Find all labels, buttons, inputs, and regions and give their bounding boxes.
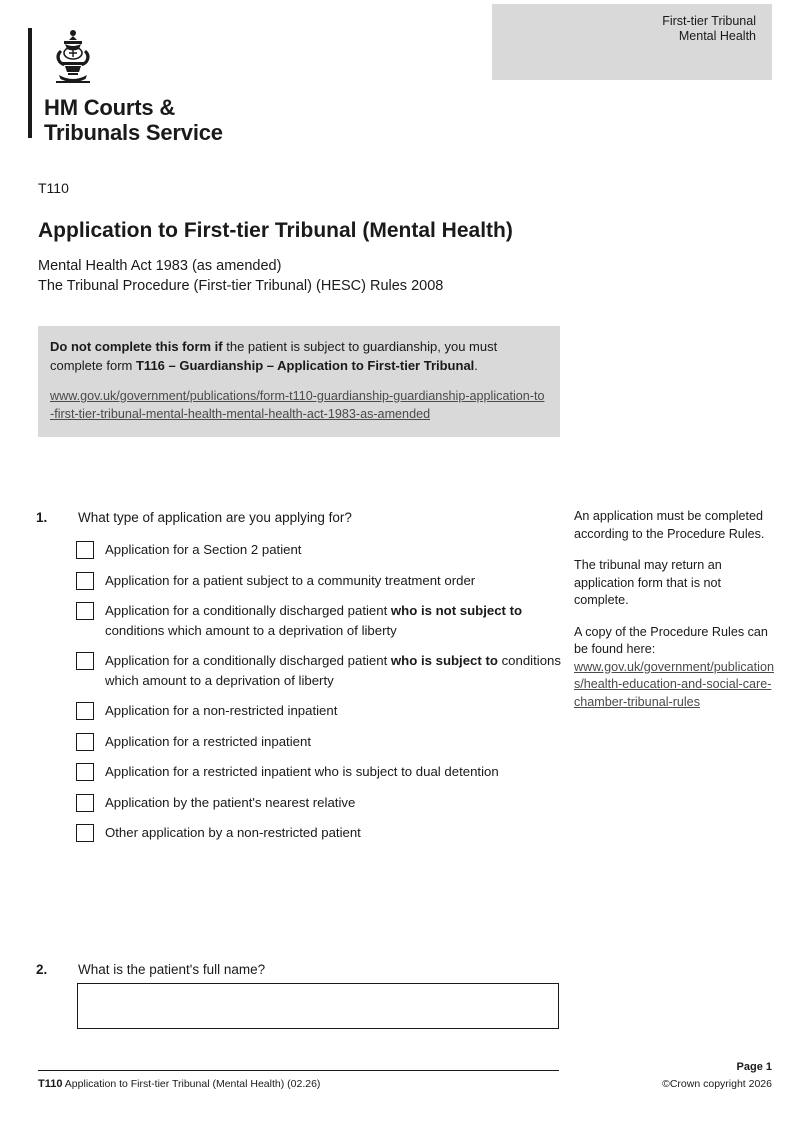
option-conditionally-discharged-subject[interactable] (76, 651, 576, 690)
logo-text-line2: Tribunals Service (44, 120, 223, 145)
option-label (105, 651, 575, 690)
logo-vertical-rule (28, 28, 32, 138)
form-code: T110 (38, 180, 69, 196)
option-label: Other application by a non-restricted patient (105, 825, 361, 840)
option-label-pre: Application for a conditionally discharged patient (105, 603, 391, 618)
option-section-2-patient[interactable] (76, 540, 576, 560)
royal-crest-icon (46, 28, 100, 84)
checkbox-other-non-restricted[interactable] (76, 824, 94, 842)
footer-form-title: Application to First-tier Tribunal (Mental Health) (02.26) (62, 1078, 321, 1090)
checkbox-community-treatment-order[interactable] (76, 572, 94, 590)
tribunal-name-line2: Mental Health (678, 29, 756, 43)
checkbox-restricted-inpatient-dual-detention[interactable] (76, 763, 94, 781)
footer-form-code: T110 (38, 1078, 63, 1090)
sidebar-para-1: An application must be completed according to the Procedure Rules. (574, 509, 765, 541)
question-2-text: What is the patient's full name? (78, 962, 266, 977)
checkbox-section-2-patient[interactable] (76, 541, 94, 559)
checkbox-non-restricted-inpatient[interactable] (76, 702, 94, 720)
notice-text (50, 338, 546, 375)
checkbox-nearest-relative[interactable] (76, 794, 94, 812)
option-label (105, 601, 575, 640)
sidebar-para-3-text: A copy of the Procedure Rules can be found here: (574, 624, 768, 656)
option-label: Application for a restricted inpatient who is subject to dual detention (105, 764, 499, 779)
option-community-treatment-order[interactable] (76, 571, 576, 591)
option-other-non-restricted[interactable] (76, 823, 576, 843)
guardianship-notice (38, 326, 560, 437)
hmcts-logo (28, 28, 328, 145)
subtitle-line1: Mental Health Act 1983 (as amended) (38, 258, 282, 274)
checkbox-conditionally-discharged-subject[interactable] (76, 652, 94, 670)
notice-bold-form: T116 – Guardianship – Application to First-tier Tribunal (135, 357, 475, 373)
option-label-bold: who is subject to (390, 653, 498, 668)
tribunal-name-line1: First-tier Tribunal (662, 14, 756, 28)
patient-full-name-field[interactable] (77, 983, 559, 1029)
option-label: Application by the patient's nearest relative (105, 794, 356, 810)
logo-text-line1: HM Courts & (44, 95, 176, 120)
subtitle-line2: The Tribunal Procedure (First-tier Tribunal) (HESC) Rules 2008 (38, 278, 444, 294)
option-nearest-relative[interactable] (76, 793, 576, 813)
question-1-number: 1. (36, 510, 48, 525)
option-label-bold: who is not subject to (390, 603, 523, 618)
checkbox-restricted-inpatient[interactable] (76, 733, 94, 751)
option-non-restricted-inpatient[interactable] (76, 701, 576, 721)
question-1-text: What type of application are you applying for? (78, 510, 352, 525)
option-conditionally-discharged-not-subject[interactable] (76, 601, 576, 640)
sidebar-para-3 (574, 624, 774, 712)
page-number: Page 1 (736, 1061, 772, 1073)
option-label-post: conditions which amount to a deprivation of liberty (105, 622, 397, 638)
procedure-rules-link[interactable]: www.gov.uk/government/publications/health-education-and-social-care-chamber-tribunal-rules (574, 659, 774, 709)
option-label: Application for a restricted inpatient (105, 733, 311, 749)
option-restricted-inpatient-dual-detention[interactable] (76, 762, 576, 782)
option-restricted-inpatient[interactable] (76, 732, 576, 752)
checkbox-conditionally-discharged-not-subject[interactable] (76, 602, 94, 620)
sidebar-guidance (574, 508, 774, 725)
footer-divider (38, 1070, 559, 1071)
application-type-options (76, 540, 576, 854)
notice-bold-lead: Do not complete this form if (50, 339, 223, 354)
notice-text-end: . (474, 357, 478, 373)
copyright-notice: ©Crown copyright 2026 (662, 1078, 772, 1090)
option-label: Application for a non-restricted inpatient (105, 703, 338, 718)
question-2-number: 2. (36, 962, 48, 977)
sidebar-para-2: The tribunal may return an application form that is not complete. (574, 558, 722, 607)
option-label-post: conditions which amount to a deprivation of liberty (105, 653, 561, 688)
footer-form-reference (38, 1078, 320, 1090)
option-label-pre: Application for a conditionally discharged patient (105, 653, 391, 668)
option-label: Application for a Section 2 patient (105, 542, 302, 557)
option-label: Application for a patient subject to a community treatment order (105, 572, 476, 588)
notice-text-mid: the patient is subject to guardianship, you must complete form (50, 339, 498, 373)
page-subtitle (38, 256, 578, 296)
tribunal-header-box (492, 4, 772, 80)
page-title: Application to First-tier Tribunal (Mental Health) (38, 219, 513, 242)
guardianship-form-link[interactable]: www.gov.uk/government/publications/form-t110-guardianship-guardianship-application-to-first-tier-tribunal-mental-health-mental-health-act-1983-as-amended (50, 389, 545, 421)
